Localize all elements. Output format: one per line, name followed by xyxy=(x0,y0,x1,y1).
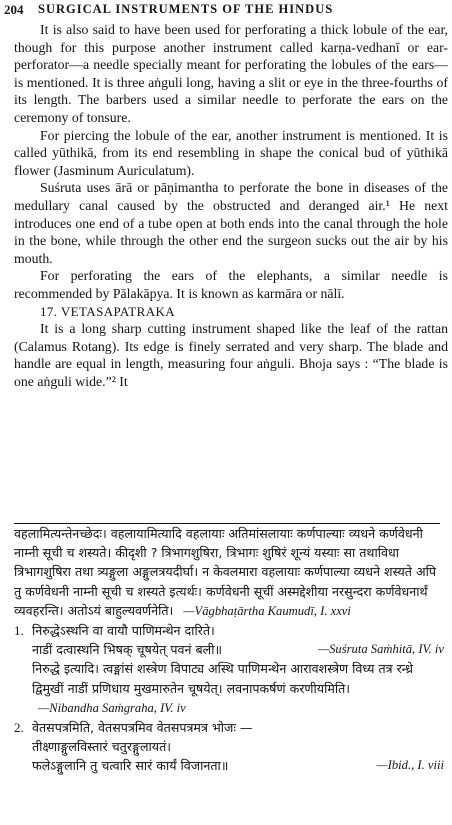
main-text xyxy=(14,21,448,390)
footnote-source: —Suśruta Saṁhitā, IV. iv xyxy=(317,642,444,657)
paragraph: It is a long sharp cutting instrument shaped like the leaf of the rattan (Calamus Rotang). Its edge is finely serrated and very sharp. The blade and handle are equal in length, measuring four aṅguli. Bhoja says : “The blade is one aṅguli wide.”² It xyxy=(14,321,448,389)
paragraph: It is also said to have been used for perforating a thick lobule of the ear, though for this purpose another instrument called karṇa-vedhanī or ear-perforator—a needle specially meant for perforating the lobules of the ears—is mentioned. It is three aṅguli long, having a slit or eye in the three-fourths of its length. The barbers used a similar needle to perforate the ears on the ceremony of tonsure. xyxy=(14,22,448,125)
verse-line: नाडीं दत्वास्थनि भिषक् चूषयेत् पवनं बली॥ xyxy=(32,642,223,658)
section-heading: 17. VETASAPATRAKA xyxy=(40,303,176,319)
page-number: 204 xyxy=(4,2,24,17)
page-header xyxy=(4,2,446,20)
verse-line: फलेऽङ्गुलानि तु चत्वारि सारं कार्यं विजानता॥ xyxy=(32,758,229,774)
running-title: SURGICAL INSTRUMENTS OF THE HINDUS xyxy=(38,2,334,16)
footnote-1 xyxy=(14,621,444,640)
commentary-source: —Vāgbhaṭārtha Kaumudī, I. xxvi xyxy=(183,603,351,618)
footnote-2-line-2 xyxy=(14,737,444,756)
verse-line: निरुद्धेऽस्थनि वा वायौ पाणिमन्थेन दारिते। xyxy=(32,623,215,639)
footnote-1-comment xyxy=(14,659,444,718)
paragraph: For perforating the ears of the elephants, a similar needle is recommended by Pālakāpya. It is known as karmāra or nālī. xyxy=(14,268,448,301)
footnote-source: —Nibandha Saṁgraha, IV. iv xyxy=(38,700,186,715)
verse-line: तीक्ष्णाङ्गुलविस्तारं चतुरङ्गुलायतं। xyxy=(32,739,172,755)
footnote-1-line-2 xyxy=(14,640,444,659)
footnote-number: 2. xyxy=(14,720,24,736)
verse-line: वेतसपत्रमिति, वेतसपत्रमिव वेतसपत्रमत्र भोजः — xyxy=(32,720,253,736)
footnote-2-line-3 xyxy=(14,756,444,775)
footnote-source: —Ibid., I. viii xyxy=(376,758,444,773)
footnote-2 xyxy=(14,718,444,737)
footnote-commentary xyxy=(14,524,444,621)
footnotes xyxy=(14,524,444,776)
footnote-number: 1. xyxy=(14,623,24,639)
commentary-text: वहलामित्यन्तेनच्छेदः। वहलायामित्यादि वहलायाः अतिमांसलायाः कर्णपाल्याः व्यधने कर्णवेधनी नाम्नी सूची च शस्यते। कीदृशी ? त्रिभागशुषिरा, त्रिभागः शुषिरं शून्यं यस्याः सा तथाविधा त्रिभागशुषिरा तथा त्र्यङ्गुला अङ्गुलत्रयदीर्घा। न केवलमारा वहलायाः कर्णपाल्या व्यधने शस्यते अपि तु कर्णवेधनी नाम्नी सूची च शस्यते इत्यर्थः। कर्णवेधनी सूचीं अस्मद्देशीया नरसुन्दरा कर्णवेधनार्थं व्यवहरन्ति। अतोऽयं बाहुल्यवर्णनेति। xyxy=(14,526,436,618)
paragraph: For piercing the lobule of the ear, another instrument is mentioned. It is called yūthikā, from its end resembling in shape the conical bud of yūthikā flower (Jasminum Auriculatum). xyxy=(14,127,448,178)
paragraph: Suśruta uses ārā or pāṇimantha to perforate the bone in diseases of the medullary canal caused by the obstructed and deranged air.¹ He next introduces one end of a tube open at both ends into the canal through the hole in the bone, while through the other end the surgeon sucks out the air by his mouth. xyxy=(14,180,448,266)
comment-text: निरुद्धे इत्यादि। त्वङ्मांसं शस्त्रेण विपाट्य अस्थि पाणिमन्थेन आरावशस्त्रेण विध्य तत्र रन्ध्रे द्विमुखीं नाडीं प्रणिधाय मुखमारुतेन चूषयेत्। लवनापकर्षणं करणीयमिति। xyxy=(32,661,413,696)
